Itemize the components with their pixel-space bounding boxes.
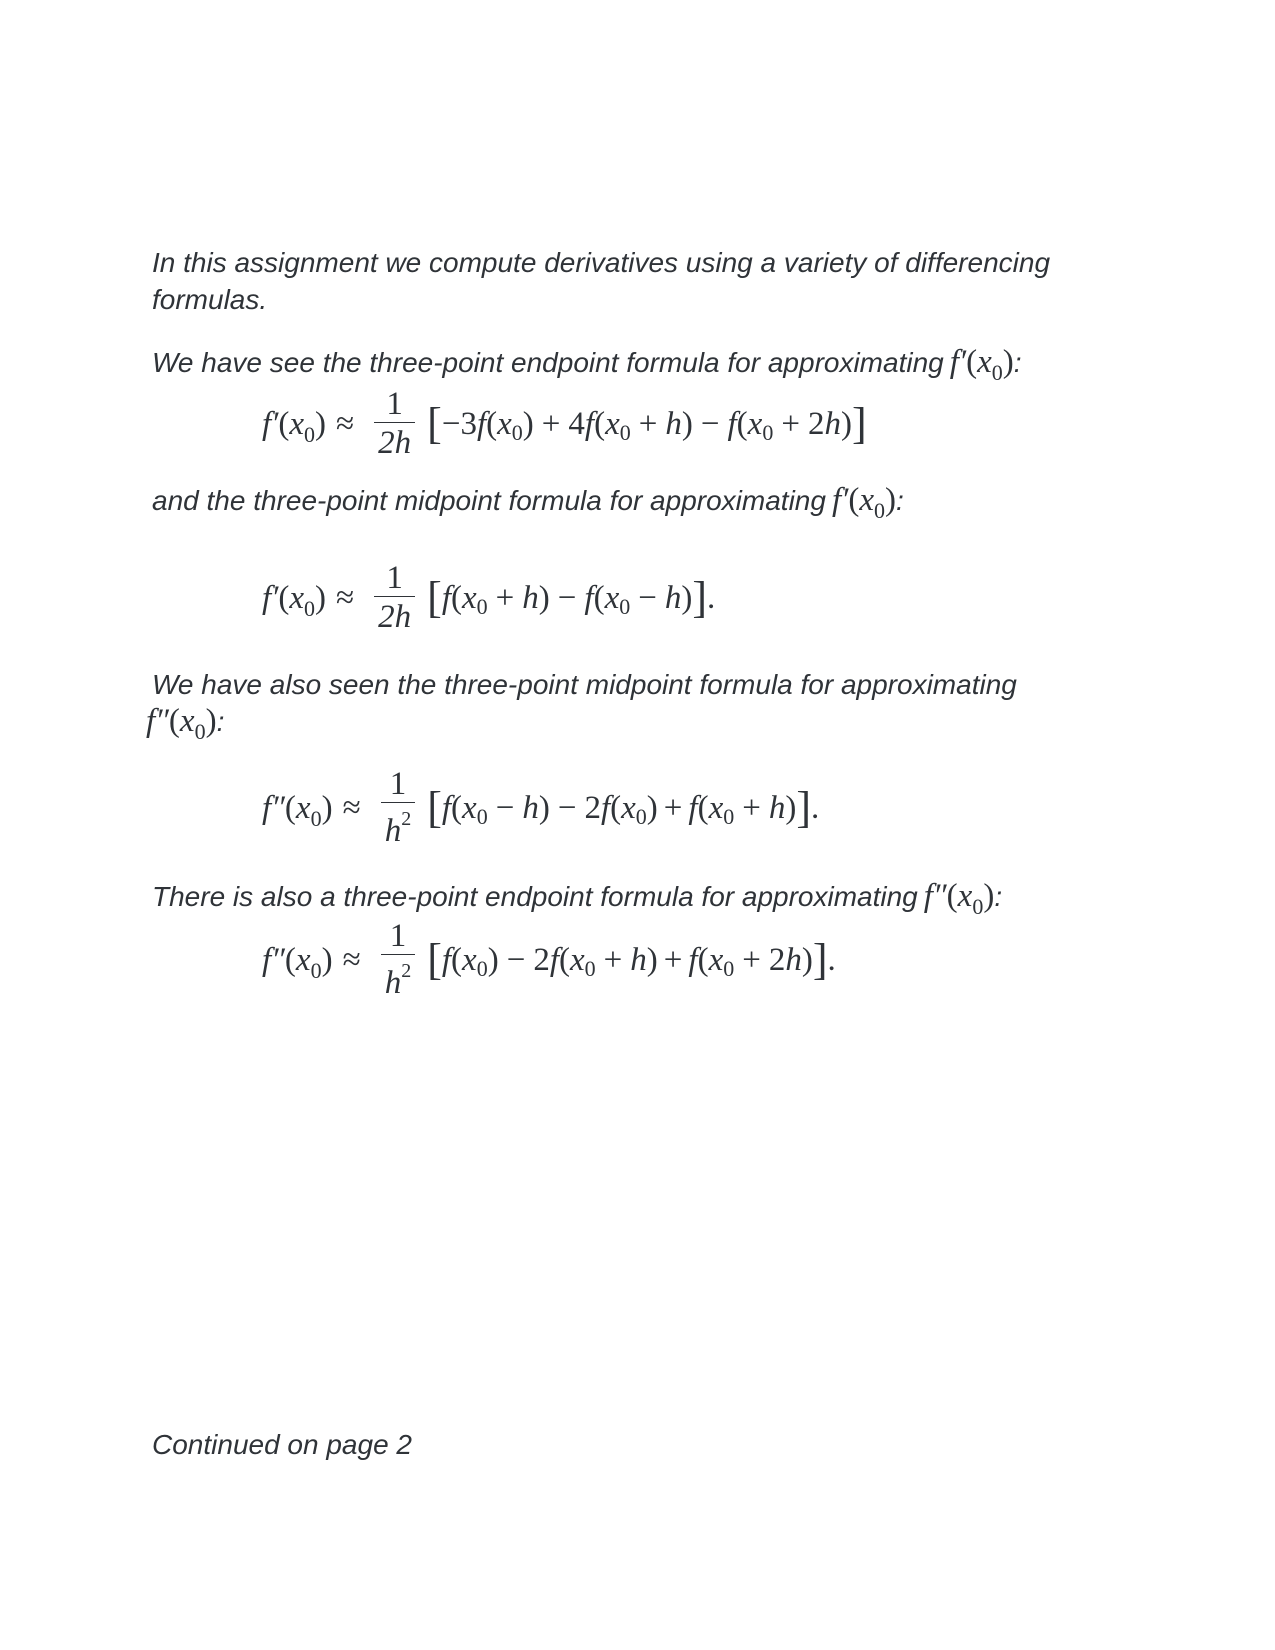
inline-math-fprime: $f'(x_0)$ (831, 482, 896, 523)
paragraph-midpoint-second-line-1: We have also seen the three-point midpoint formula for approximating (152, 669, 1017, 700)
paragraph-midpoint-first-text: and the three-point midpoint formula for approximating (152, 485, 826, 516)
inline-math-fdoubleprime: $f''(x_0)$ (146, 703, 217, 744)
intro-line-2: formulas. (152, 284, 268, 315)
equation-midpoint-second-derivative: $f''(x_0)$ ≈ $\frac{1}{h^2}$ [ f ( x 0 − h ) − 2 f ( x 0 ) + f ( x 0 + h ) ] . (262, 766, 820, 849)
equation-midpoint-first-derivative: $f'(x_0)$ ≈ $\frac{1}{2h}$ [ f ( x 0 + h ) − f ( x 0 − h ) ] . (262, 560, 716, 635)
paragraph-endpoint-second-text: There is also a three-point endpoint formula for approximating (152, 881, 918, 912)
colon: : (1013, 347, 1022, 378)
inline-math-fprime: $f'(x_0)$ (949, 344, 1014, 385)
equation-endpoint-first-derivative: $f'(x_0)$ ≈ $\frac{1}{2h}$ [ −3 f ( x 0 ) + 4 f ( x 0 + h ) − f ( x 0 + 2 h ) ] (262, 386, 867, 461)
inline-math-fdoubleprime: $f''(x_0)$ (923, 878, 995, 919)
paragraph-midpoint-first (152, 482, 904, 521)
paragraph-endpoint-first-text: We have see the three-point endpoint formula for approximating (152, 347, 944, 378)
paragraph-midpoint-second (146, 666, 1017, 744)
paragraph-endpoint-first (152, 344, 1022, 383)
paragraph-midpoint-second-line-2 (146, 703, 1017, 742)
intro-line-1: In this assignment we compute derivatives using a variety of differencing (152, 247, 1051, 278)
intro-paragraph (152, 244, 1050, 318)
colon: : (994, 881, 1003, 912)
paragraph-endpoint-second (152, 878, 1002, 917)
colon: : (895, 485, 904, 516)
continued-footer: Continued on page 2 (152, 1429, 412, 1460)
equation-endpoint-second-derivative: $f''(x_0)$ ≈ $\frac{1}{h^2}$ [ f ( x 0 ) − 2 f ( x 0 + h ) + f ( x 0 + 2 h ) ] . (262, 918, 836, 1001)
colon: : (216, 706, 225, 737)
